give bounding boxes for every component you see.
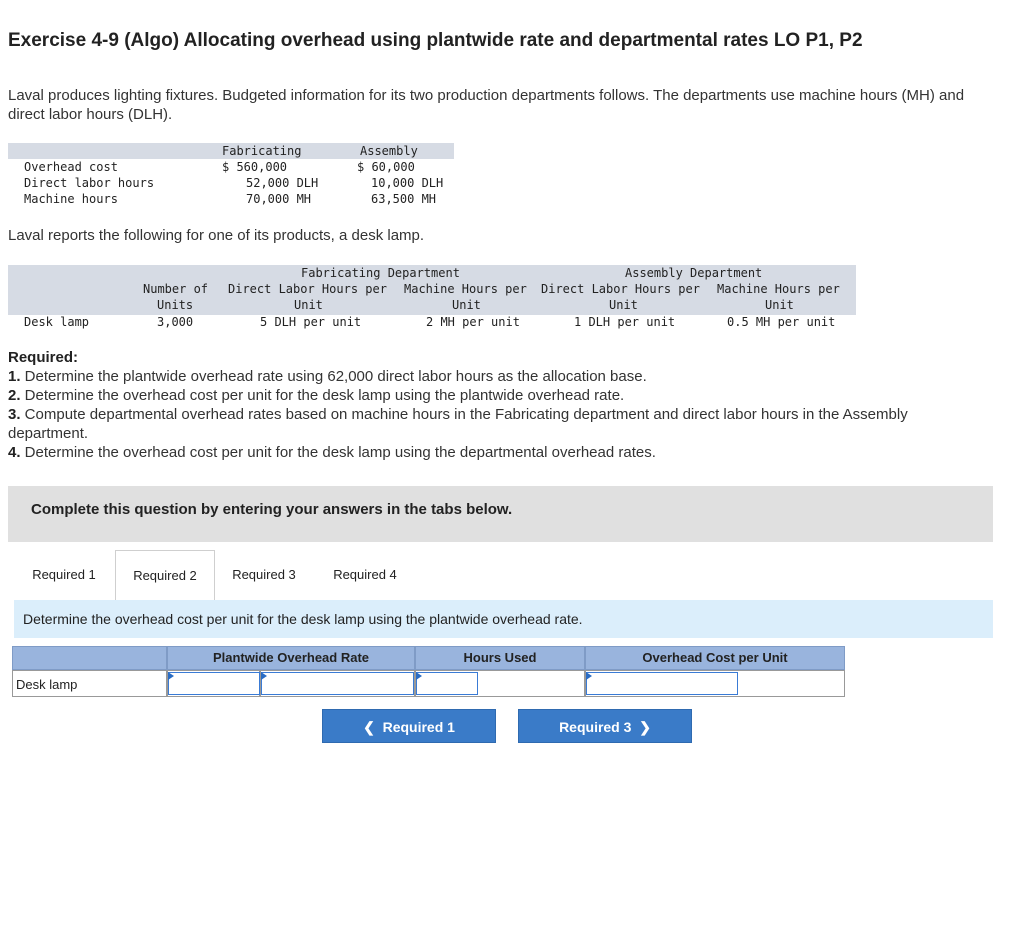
input-flag-icon	[586, 672, 592, 680]
instructions-banner	[8, 486, 993, 542]
budget-header-assembly: Assembly	[360, 144, 418, 158]
budget-header-row	[8, 143, 454, 159]
hours-used-input[interactable]	[416, 672, 478, 695]
budget-asm-value: 63,500 MH	[371, 192, 437, 206]
answer-grid	[12, 646, 845, 698]
col-header-asm-mh: Machine Hours per	[717, 282, 840, 296]
budget-table	[8, 143, 454, 207]
required-heading: Required:	[8, 349, 79, 366]
chevron-left-icon: ❮	[363, 719, 375, 735]
required-item	[8, 405, 958, 443]
input-flag-icon	[416, 672, 422, 680]
budget-row-label: Direct labor hours	[24, 176, 155, 190]
budget-fab-value: $ 560,000	[222, 160, 288, 174]
col-header-fab-dlh-2: Unit	[294, 298, 323, 312]
grid-header-blank	[12, 646, 167, 670]
budget-asm-value: 10,000 DLH	[371, 176, 444, 190]
required-item	[8, 443, 958, 462]
budget-row-label: Overhead cost	[24, 160, 118, 174]
next-required-label: Required 3	[559, 719, 632, 735]
product-asm-dlh-value: 1 DLH per unit	[574, 315, 676, 329]
required-item-text: Compute departmental overhead rates based on machine hours in the Fabricating department and direct labor hours in the Assembly department.	[8, 406, 908, 442]
required-item-text: Determine the overhead cost per unit for the desk lamp using the departmental overhead rates.	[20, 444, 656, 461]
product-row-label: Desk lamp	[24, 315, 90, 329]
required-item	[8, 367, 958, 386]
dept-header-assembly: Assembly Department	[625, 266, 763, 280]
grid-header-hours: Hours Used	[415, 646, 585, 670]
budget-asm-value: $ 60,000	[357, 160, 415, 174]
next-required-button[interactable]	[518, 709, 692, 743]
budget-row	[8, 175, 454, 191]
tab-instruction-text: Determine the overhead cost per unit for the desk lamp using the plantwide overhead rate.	[23, 611, 583, 627]
required-item-number: 1.	[8, 368, 21, 385]
product-fab-mh-value: 2 MH per unit	[426, 315, 520, 329]
required-item-text: Determine the overhead cost per unit for the desk lamp using the plantwide overhead rate.	[20, 387, 625, 404]
instructions-banner-text: Complete this question by entering your answers in the tabs below.	[31, 501, 513, 518]
budget-fab-value: 70,000 MH	[246, 192, 312, 206]
tab-required-1[interactable]: Required 1	[32, 567, 96, 582]
product-units-value: 3,000	[157, 315, 194, 329]
grid-row-label: Desk lamp	[12, 670, 167, 697]
input-flag-icon	[168, 672, 174, 680]
product-intro-text: Laval reports the following for one of its products, a desk lamp.	[8, 227, 425, 244]
tab-required-4[interactable]: Required 4	[333, 567, 397, 582]
budget-row-label: Machine hours	[24, 192, 118, 206]
plantwide-rate-input[interactable]	[261, 672, 414, 695]
required-item-number: 4.	[8, 444, 21, 461]
col-header-units: Number of	[143, 282, 209, 296]
required-item-number: 2.	[8, 387, 21, 404]
dept-header-fabricating: Fabricating Department	[301, 266, 460, 280]
required-item	[8, 386, 958, 405]
chevron-right-icon: ❯	[639, 719, 651, 735]
prev-required-button[interactable]	[322, 709, 496, 743]
intro-text: Laval produces lighting fixtures. Budgeted information for its two production departments follows. The departments use machine hours (MH) and direct labor hours (DLH).	[8, 87, 965, 123]
rate-operator-input[interactable]	[168, 672, 260, 695]
overhead-cost-input[interactable]	[586, 672, 738, 695]
required-item-number: 3.	[8, 406, 21, 423]
col-header-asm-mh-2: Unit	[765, 298, 794, 312]
col-header-asm-dlh-2: Unit	[609, 298, 638, 312]
input-flag-icon	[261, 672, 267, 680]
product-table	[8, 265, 856, 330]
required-item-text: Determine the plantwide overhead rate using 62,000 direct labor hours as the allocation base.	[20, 368, 647, 385]
budget-fab-value: 52,000 DLH	[246, 176, 319, 190]
product-fab-dlh-value: 5 DLH per unit	[260, 315, 362, 329]
col-header-asm-dlh: Direct Labor Hours per	[541, 282, 700, 296]
col-header-fab-mh: Machine Hours per	[404, 282, 527, 296]
exercise-title: Exercise 4-9 (Algo) Allocating overhead using plantwide rate and departmental rates LO P1, P2	[8, 30, 863, 51]
budget-row	[8, 191, 454, 207]
required-section	[8, 348, 958, 462]
tab-required-3[interactable]: Required 3	[232, 567, 296, 582]
col-header-units-2: Units	[157, 298, 194, 312]
col-header-fab-mh-2: Unit	[452, 298, 481, 312]
grid-header-cost: Overhead Cost per Unit	[585, 646, 845, 670]
tab-instruction	[14, 600, 993, 638]
tab-required-2[interactable]: Required 2	[115, 550, 215, 602]
col-header-fab-dlh: Direct Labor Hours per	[228, 282, 387, 296]
product-asm-mh-value: 0.5 MH per unit	[727, 315, 836, 329]
grid-header-rate: Plantwide Overhead Rate	[167, 646, 415, 670]
budget-header-fabricating: Fabricating	[222, 144, 302, 158]
prev-required-label: Required 1	[382, 719, 455, 735]
budget-row	[8, 159, 454, 175]
